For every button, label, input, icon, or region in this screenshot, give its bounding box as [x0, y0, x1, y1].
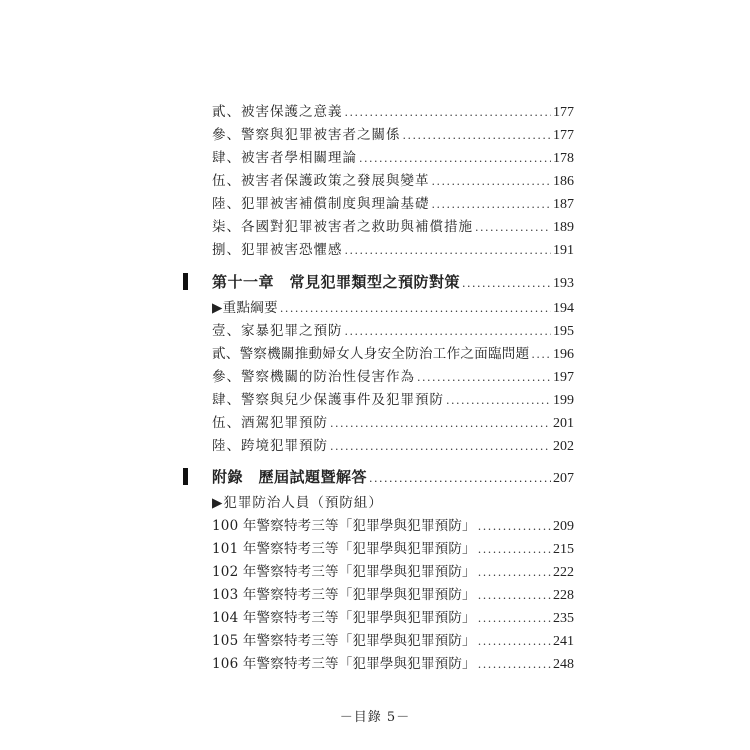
toc-entry-label: ▶重點綱要: [212, 300, 278, 316]
leader-dots: [475, 217, 551, 239]
toc-entry-label: 貳、警察機關推動婦女人身安全防治工作之面臨問題: [212, 346, 530, 362]
leader-dots: [478, 631, 551, 653]
toc-entry: [212, 239, 574, 261]
chapter-marker-bar: [183, 468, 188, 485]
toc-entry: [212, 320, 574, 342]
appendix-title: 附錄 歷屆試題暨解答: [212, 468, 368, 486]
toc-entry-label: 101 年警察特考三等「犯罪學與犯罪預防」: [212, 541, 476, 557]
toc-entry: [212, 389, 574, 411]
appendix-heading: [183, 465, 574, 489]
toc-entry-page: 222: [553, 565, 574, 580]
toc-entry-page: 202: [553, 439, 574, 454]
toc-entry-page: 228: [553, 588, 574, 603]
toc-entry-page: 201: [553, 416, 574, 431]
toc-entry: [212, 216, 574, 238]
toc-entry-label: 陸、犯罪被害補償制度與理論基礎: [212, 196, 430, 212]
toc-entry: [212, 101, 574, 123]
chapter-title: 第十一章 常見犯罪類型之預防對策: [212, 273, 461, 291]
leader-dots: [478, 585, 551, 607]
chapter-marker-bar: [183, 273, 188, 290]
leader-dots: [432, 171, 552, 193]
toc-entry-page: 215: [553, 542, 574, 557]
chapter-page: 193: [553, 276, 574, 291]
toc-entry: [212, 435, 574, 457]
toc-entry: [212, 538, 574, 560]
leader-dots: [432, 194, 552, 216]
toc-entry: [212, 584, 574, 606]
toc-entry-label: 104 年警察特考三等「犯罪學與犯罪預防」: [212, 610, 476, 626]
toc-entry: [212, 124, 574, 146]
toc-entry-label: 貳、被害保護之意義: [212, 104, 343, 120]
toc-entry-page: 194: [553, 301, 574, 316]
toc-entry-label: 105 年警察特考三等「犯罪學與犯罪預防」: [212, 633, 476, 649]
leader-dots: [280, 298, 551, 320]
toc-entry-page: 196: [553, 347, 574, 362]
leader-dots: [345, 102, 552, 124]
leader-dots: [462, 272, 551, 296]
toc-entry-page: 186: [553, 174, 574, 189]
toc-entry: [212, 297, 574, 319]
toc-entry-label: 100 年警察特考三等「犯罪學與犯罪預防」: [212, 518, 476, 534]
leader-dots: [359, 148, 551, 170]
toc-entry-page: 191: [553, 243, 574, 258]
toc-entry: [212, 515, 574, 537]
leader-dots: [478, 654, 551, 676]
leader-dots: [330, 413, 551, 435]
toc-entry-page: 235: [553, 611, 574, 626]
toc-entry-page: 241: [553, 634, 574, 649]
toc-entry: [212, 193, 574, 215]
toc-entry: [212, 561, 574, 583]
appendix-page: 207: [553, 471, 574, 486]
toc-entry-page: 178: [553, 151, 574, 166]
toc-entry-label: 陸、跨境犯罪預防: [212, 438, 328, 454]
leader-dots: [403, 125, 552, 147]
toc-entry: [212, 343, 574, 365]
toc-entry-label: 柒、各國對犯罪被害者之救助與補償措施: [212, 219, 473, 235]
toc-entry-label: 伍、酒駕犯罪預防: [212, 415, 328, 431]
leader-dots: [478, 516, 551, 538]
leader-dots: [345, 240, 552, 262]
toc-entry-label: 捌、犯罪被害恐懼感: [212, 242, 343, 258]
toc-entry: [212, 653, 574, 675]
toc-entry-label: 103 年警察特考三等「犯罪學與犯罪預防」: [212, 587, 476, 603]
leader-dots: [345, 321, 552, 343]
toc-entry-label: 106 年警察特考三等「犯罪學與犯罪預防」: [212, 656, 476, 672]
toc-entry: [212, 412, 574, 434]
chapter-heading: [183, 270, 574, 294]
toc-entry: [212, 147, 574, 169]
leader-dots: [478, 608, 551, 630]
toc-entry-page: 209: [553, 519, 574, 534]
toc-entry-label: 肆、警察與兒少保護事件及犯罪預防: [212, 392, 444, 408]
toc-entry: [212, 630, 574, 652]
toc-entry: [212, 607, 574, 629]
toc-entry-page: 177: [553, 128, 574, 143]
leader-dots: [330, 436, 551, 458]
toc-entry-label: 伍、被害者保護政策之發展與變革: [212, 173, 430, 189]
toc-entry-page: 199: [553, 393, 574, 408]
toc-entry: [212, 366, 574, 388]
toc-entry-page: 177: [553, 105, 574, 120]
toc-entry-label: 參、警察機關的防治性侵害作為: [212, 369, 415, 385]
leader-dots: [478, 539, 551, 561]
toc-entry: [212, 170, 574, 192]
toc-entry-page: 248: [553, 657, 574, 672]
toc-entry-label: 壹、家暴犯罪之預防: [212, 323, 343, 339]
toc-entry-label: 參、警察與犯罪被害者之關係: [212, 127, 401, 143]
toc-entry-label: 102 年警察特考三等「犯罪學與犯罪預防」: [212, 564, 476, 580]
leader-dots: [369, 467, 551, 491]
toc-entry-label: 肆、被害者學相關理論: [212, 150, 357, 166]
toc-entry-page: 197: [553, 370, 574, 385]
appendix-subheading: ▶犯罪防治人員（預防組）: [212, 495, 383, 511]
page-footer: －目錄 5－: [339, 710, 411, 725]
toc-entry-page: 189: [553, 220, 574, 235]
toc-entry-page: 187: [553, 197, 574, 212]
leader-dots: [531, 344, 551, 366]
toc-entry-page: 195: [553, 324, 574, 339]
leader-dots: [417, 367, 551, 389]
leader-dots: [478, 562, 551, 584]
leader-dots: [446, 390, 551, 412]
